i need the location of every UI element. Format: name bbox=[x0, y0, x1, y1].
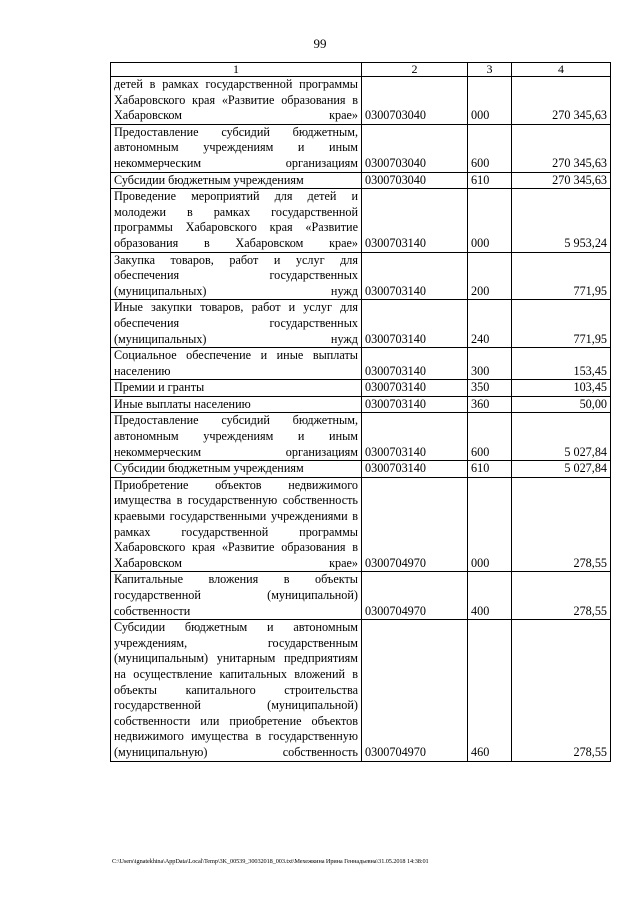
row-code: 0300703040 bbox=[362, 124, 468, 172]
row-name: Иные закупки товаров, работ и услуг для обеспечения государственных (муниципальных) нужд bbox=[111, 300, 362, 348]
row-kind: 200 bbox=[468, 252, 512, 300]
table-row bbox=[111, 477, 611, 572]
table-row bbox=[111, 572, 611, 620]
table-row bbox=[111, 620, 611, 761]
table-row bbox=[111, 172, 611, 189]
row-code: 0300703140 bbox=[362, 380, 468, 397]
file-path-footer: C:\Users\ignatekhina\AppData\Local\Temp\3K_00539_30032018_003.txt\Мехежкина Ирина Геннадьевна\31.05.2018 14:38:01 bbox=[112, 858, 429, 865]
row-name: Приобретение объектов недвижимого имущества в государственную собственность краевыми государственными учреждениями в рамках государственной программы Хабаровского края «Развитие образования в Хабаровском крае» bbox=[111, 477, 362, 572]
table-header-row bbox=[111, 63, 611, 77]
header-cell-name: 1 bbox=[111, 63, 362, 77]
row-sum: 771,95 bbox=[512, 300, 611, 348]
row-name: Капитальные вложения в объекты государственной (муниципальной) собственности bbox=[111, 572, 362, 620]
row-sum: 270 345,63 bbox=[512, 124, 611, 172]
row-name: Премии и гранты bbox=[111, 380, 362, 397]
page-number: 99 bbox=[313, 36, 327, 51]
row-kind: 610 bbox=[468, 172, 512, 189]
table-row bbox=[111, 380, 611, 397]
row-kind: 610 bbox=[468, 461, 512, 478]
row-code: 0300703140 bbox=[362, 189, 468, 252]
row-sum: 5 027,84 bbox=[512, 413, 611, 461]
row-sum: 270 345,63 bbox=[512, 77, 611, 125]
table-row bbox=[111, 348, 611, 380]
row-kind: 000 bbox=[468, 477, 512, 572]
row-name: Предоставление субсидий бюджетным, автономным учреждениям и иным некоммерческим организациям bbox=[111, 413, 362, 461]
row-kind: 400 bbox=[468, 572, 512, 620]
row-sum: 5 953,24 bbox=[512, 189, 611, 252]
row-code: 0300703140 bbox=[362, 461, 468, 478]
table-row bbox=[111, 77, 611, 125]
row-name: Закупка товаров, работ и услуг для обеспечения государственных (муниципальных) нужд bbox=[111, 252, 362, 300]
row-sum: 5 027,84 bbox=[512, 461, 611, 478]
row-code: 0300703140 bbox=[362, 252, 468, 300]
row-kind: 600 bbox=[468, 124, 512, 172]
row-name: Иные выплаты населению bbox=[111, 396, 362, 413]
row-code: 0300704970 bbox=[362, 620, 468, 761]
row-kind: 460 bbox=[468, 620, 512, 761]
row-sum: 103,45 bbox=[512, 380, 611, 397]
row-kind: 350 bbox=[468, 380, 512, 397]
row-name: Субсидии бюджетным учреждениям bbox=[111, 461, 362, 478]
row-name: Субсидии бюджетным учреждениям bbox=[111, 172, 362, 189]
table-row bbox=[111, 461, 611, 478]
row-code: 0300703140 bbox=[362, 413, 468, 461]
row-kind: 000 bbox=[468, 189, 512, 252]
row-name: Предоставление субсидий бюджетным, автономным учреждениям и иным некоммерческим организациям bbox=[111, 124, 362, 172]
row-kind: 360 bbox=[468, 396, 512, 413]
row-sum: 278,55 bbox=[512, 477, 611, 572]
table-row bbox=[111, 252, 611, 300]
row-sum: 50,00 bbox=[512, 396, 611, 413]
row-sum: 278,55 bbox=[512, 620, 611, 761]
table-row bbox=[111, 124, 611, 172]
row-name: Субсидии бюджетным и автономным учреждениям, государственным (муниципальным) унитарным предприятиям на осуществление капитальных вложений в объекты капитального строительства государственной (муниципальной) собственности или приобретение объектов недвижимого имущества в государственную (муниципальную) собственность bbox=[111, 620, 362, 761]
row-sum: 278,55 bbox=[512, 572, 611, 620]
row-code: 0300704970 bbox=[362, 572, 468, 620]
table-row bbox=[111, 300, 611, 348]
row-code: 0300703040 bbox=[362, 172, 468, 189]
table-row bbox=[111, 413, 611, 461]
row-kind: 000 bbox=[468, 77, 512, 125]
table-row bbox=[111, 396, 611, 413]
row-sum: 771,95 bbox=[512, 252, 611, 300]
row-kind: 600 bbox=[468, 413, 512, 461]
row-code: 0300704970 bbox=[362, 477, 468, 572]
header-cell-sum: 4 bbox=[512, 63, 611, 77]
row-name: Проведение мероприятий для детей и молодежи в рамках государственной программы Хабаровского края «Развитие образования в Хабаровском крае» bbox=[111, 189, 362, 252]
row-kind: 300 bbox=[468, 348, 512, 380]
row-code: 0300703140 bbox=[362, 396, 468, 413]
table-row bbox=[111, 189, 611, 252]
header-cell-code: 2 bbox=[362, 63, 468, 77]
budget-table bbox=[110, 62, 611, 762]
row-code: 0300703040 bbox=[362, 77, 468, 125]
row-sum: 153,45 bbox=[512, 348, 611, 380]
row-name: детей в рамках государственной программы Хабаровского края «Развитие образования в Хабаровском крае» bbox=[111, 77, 362, 125]
row-sum: 270 345,63 bbox=[512, 172, 611, 189]
row-code: 0300703140 bbox=[362, 300, 468, 348]
header-cell-kind: 3 bbox=[468, 63, 512, 77]
row-kind: 240 bbox=[468, 300, 512, 348]
row-code: 0300703140 bbox=[362, 348, 468, 380]
row-name: Социальное обеспечение и иные выплаты населению bbox=[111, 348, 362, 380]
